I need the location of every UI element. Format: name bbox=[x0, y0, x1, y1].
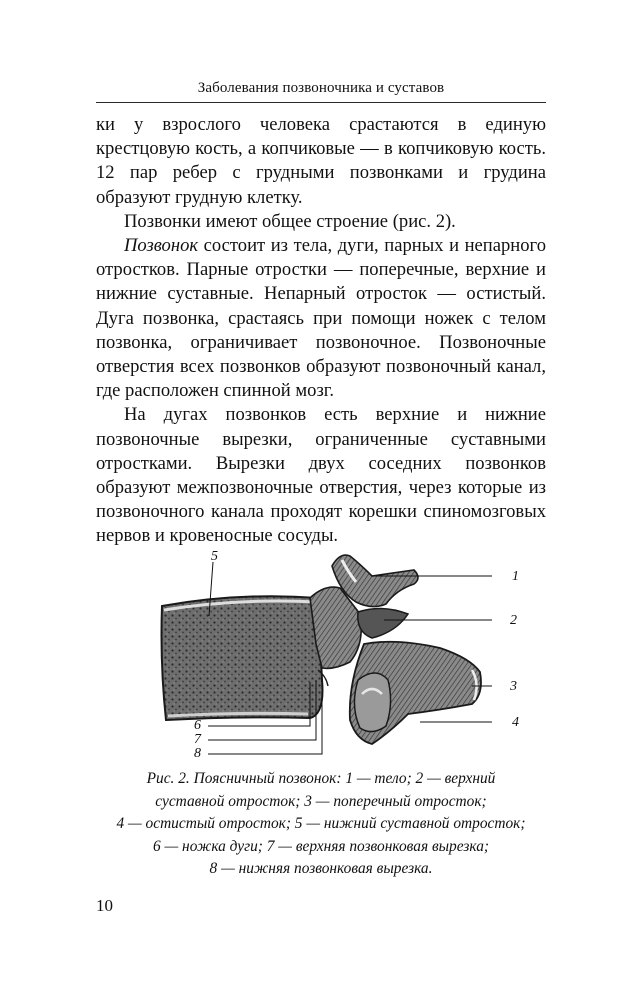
figure-label-2: 2 bbox=[510, 613, 517, 628]
caption-line-4: 6 — ножка дуги; 7 — верхняя позвонковая вырезка; bbox=[152, 837, 490, 855]
inferior-articular-process bbox=[354, 673, 390, 732]
caption-line-3: 4 — остистый отросток; 5 — нижний суставной отросток; bbox=[116, 815, 526, 832]
vertebral-body bbox=[162, 596, 323, 720]
paragraph-3 bbox=[96, 234, 546, 403]
paragraph-3-text: состоит из тела, дуги, парных и непарного отростков. Парные отростки — поперечные, верхние и нижние суставные. Непарный отросток — остистый. Дуга позвонка, срастаясь при помощи ножек с телом позвонка, ограничивает позвоночное. Позвоночные отверстия всех позвонков образуют позвоночный канал, где расположен спинной мозг. bbox=[96, 235, 546, 402]
running-title: Заболевания позвоночника и суставов bbox=[197, 80, 445, 96]
figure-label-6: 6 bbox=[194, 718, 201, 733]
term-vertebra: Позвонок bbox=[124, 235, 199, 257]
figure-caption bbox=[96, 768, 546, 881]
caption-line-1: Рис. 2. Поясничный позвонок: 1 — тело; 2 — верхний bbox=[146, 770, 496, 787]
header-rule bbox=[96, 102, 546, 103]
figure-label-3: 3 bbox=[510, 679, 517, 694]
vertebra-illustration bbox=[150, 544, 530, 768]
paragraph-4: На дугах позвонков есть верхние и нижние позвоночные вырезки, ограниченные суставными отростками. Вырезки двух соседних позвонков образуют межпозвоночные отверстия, через которые из позвоночного канала проходят корешки спиномозговых нервов и кровеносные сосуды. bbox=[96, 404, 546, 547]
figure-label-5: 5 bbox=[211, 549, 218, 564]
page-number: 10 bbox=[96, 896, 113, 915]
body-text bbox=[96, 113, 546, 549]
paragraph-1: ки у взрослого человека срастаются в единую крестцовую кость, а копчиковые — в копчиковую кость. 12 пар ребер с грудными позвонками и грудина образуют грудную клетку. bbox=[96, 114, 546, 208]
figure-lumbar-vertebra bbox=[150, 544, 530, 768]
paragraph-2: Позвонки имеют общее строение (рис. 2). bbox=[124, 210, 456, 232]
caption-line-2: суставной отросток; 3 — поперечный отросток; bbox=[155, 792, 487, 810]
transverse-process bbox=[358, 608, 408, 638]
figure-label-7: 7 bbox=[194, 732, 201, 747]
figure-label-4: 4 bbox=[512, 715, 519, 730]
figure-label-8: 8 bbox=[194, 746, 201, 761]
figure-label-1: 1 bbox=[512, 569, 519, 584]
caption-line-5: 8 — нижняя позвонковая вырезка. bbox=[209, 860, 433, 877]
